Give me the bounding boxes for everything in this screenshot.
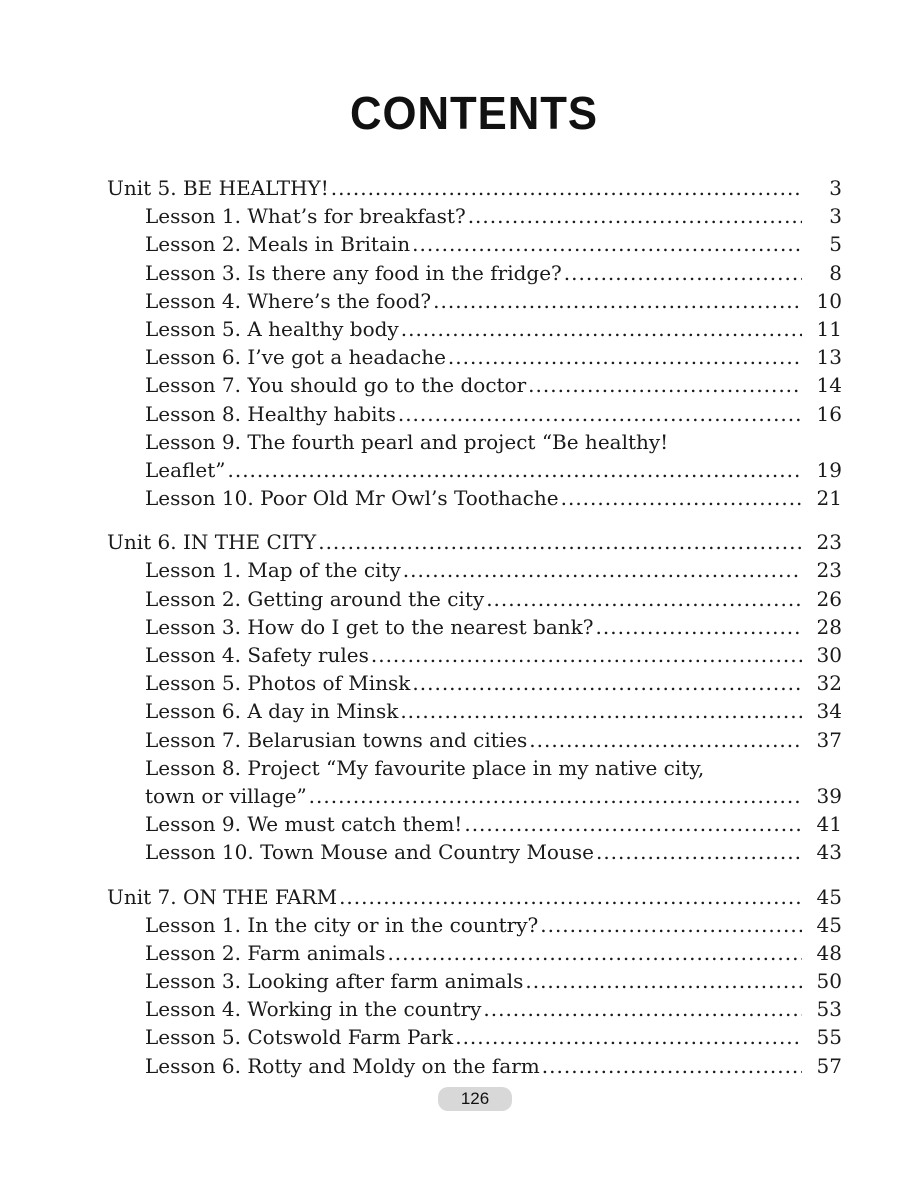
toc-lesson-title: Lesson 9. We must catch them!	[145, 812, 463, 837]
toc-unit-title: Unit 7. ON THE FARM	[107, 884, 338, 909]
toc-lesson-title: Lesson 5. A healthy body	[145, 316, 399, 341]
dot-leader	[387, 939, 802, 967]
toc-lesson-page: 53	[816, 997, 842, 1022]
toc-lesson-page: 45	[816, 912, 842, 937]
dot-leader	[596, 613, 802, 641]
toc-lesson-page: 5	[829, 232, 842, 257]
toc-lesson-title: Lesson 6. A day in Minsk	[145, 699, 399, 724]
toc-lesson[interactable]	[107, 810, 842, 838]
toc-lesson-page: 30	[816, 643, 842, 667]
toc-lesson-title: Lesson 2. Farm animals	[145, 940, 386, 965]
toc-lesson[interactable]	[107, 371, 842, 399]
toc-lesson-page: 41	[816, 812, 842, 837]
page-number-badge: 126	[438, 1087, 512, 1111]
toc-lesson-title: Lesson 8. Healthy habits	[145, 401, 396, 426]
toc-lesson-page: 10	[816, 288, 842, 313]
dot-leader	[528, 371, 802, 399]
toc-lesson[interactable]	[107, 315, 842, 343]
toc-lesson[interactable]	[107, 939, 842, 967]
toc-lesson-page: 16	[816, 401, 842, 426]
toc-lesson-continuation[interactable]	[107, 782, 842, 810]
toc-unit-title: Unit 5. BE HEALTHY!	[107, 176, 329, 200]
toc-lesson-page: 23	[816, 558, 842, 583]
toc-lesson-page: 50	[816, 969, 842, 994]
toc-lesson-title: Lesson 7. Belarusian towns and cities	[145, 727, 528, 752]
toc-unit-page: 23	[816, 530, 842, 555]
toc-lesson-title: Lesson 4. Safety rules	[145, 643, 369, 667]
toc-lesson-continuation-page: 39	[816, 783, 842, 808]
dot-leader	[464, 810, 802, 838]
toc-lesson[interactable]	[107, 343, 842, 371]
toc-lesson[interactable]	[107, 911, 842, 939]
toc-lesson[interactable]	[107, 1023, 842, 1051]
toc-lesson[interactable]	[107, 428, 842, 456]
dot-leader	[525, 967, 802, 995]
dot-leader	[540, 911, 802, 939]
toc-lesson[interactable]	[107, 669, 842, 697]
toc-unit[interactable]	[107, 174, 842, 202]
toc-lesson[interactable]	[107, 967, 842, 995]
toc-lesson-page: 8	[829, 260, 842, 285]
toc-lesson-page: 37	[816, 727, 842, 752]
dot-leader	[227, 456, 802, 484]
toc-lesson-page: 11	[816, 316, 842, 341]
toc-lesson-title: Lesson 2. Getting around the city	[145, 586, 485, 611]
dot-leader	[331, 174, 802, 202]
toc-lesson-page: 13	[816, 345, 842, 370]
toc-lesson-page: 34	[816, 699, 842, 724]
dot-leader	[483, 995, 802, 1023]
toc-lesson-page: 48	[816, 940, 842, 965]
toc-lesson-title: Lesson 1. Map of the city	[145, 558, 401, 583]
toc-lesson-title: Lesson 10. Town Mouse and Country Mouse	[145, 840, 594, 865]
toc-lesson-title: Lesson 4. Working in the country	[145, 997, 482, 1022]
toc-lesson-continuation-title: Leaflet”	[145, 457, 226, 482]
dot-leader	[529, 726, 802, 754]
dot-leader	[339, 883, 802, 911]
dot-leader	[400, 697, 802, 725]
toc-lesson-continuation[interactable]	[107, 456, 842, 484]
dot-leader	[412, 669, 802, 697]
toc-lesson-title: Lesson 5. Photos of Minsk	[145, 671, 411, 696]
toc-lesson-title: Lesson 9. The fourth pearl and project “Be healthy!	[145, 429, 669, 454]
dot-leader	[542, 1052, 802, 1080]
toc-lesson-page: 21	[816, 486, 842, 511]
page-title: CONTENTS	[350, 87, 598, 139]
dot-leader	[412, 230, 802, 258]
toc-unit-title: Unit 6. IN THE CITY	[107, 530, 317, 555]
toc-lesson[interactable]	[107, 697, 842, 725]
toc-lesson-title: Lesson 3. Is there any food in the fridge?	[145, 260, 562, 285]
dot-leader	[561, 484, 802, 512]
toc-lesson-page: 28	[816, 614, 842, 639]
toc-lesson-title: Lesson 5. Cotswold Farm Park	[145, 1025, 454, 1050]
toc-lesson[interactable]	[107, 556, 842, 584]
toc-lesson-page: 14	[816, 373, 842, 398]
toc-lesson-title: Lesson 6. I’ve got a headache	[145, 345, 446, 370]
dot-leader	[468, 202, 802, 230]
toc-lesson[interactable]	[107, 641, 842, 669]
table-of-contents	[107, 174, 842, 1080]
toc-lesson[interactable]	[107, 838, 842, 866]
toc-lesson[interactable]	[107, 400, 842, 428]
dot-leader	[564, 259, 802, 287]
toc-lesson[interactable]	[107, 287, 842, 315]
dot-leader	[433, 287, 802, 315]
toc-lesson-page: 3	[829, 204, 842, 229]
toc-lesson-title: Lesson 6. Rotty and Moldy on the farm	[145, 1053, 540, 1078]
toc-lesson[interactable]	[107, 585, 842, 613]
toc-lesson-page: 55	[816, 1025, 842, 1050]
toc-lesson-title: Lesson 4. Where’s the food?	[145, 288, 432, 313]
toc-lesson-page: 57	[816, 1053, 842, 1078]
toc-lesson-title: Lesson 3. How do I get to the nearest bank?	[145, 614, 594, 639]
dot-leader	[403, 556, 802, 584]
toc-lesson-page: 26	[816, 586, 842, 611]
toc-lesson-title: Lesson 10. Poor Old Mr Owl’s Toothache	[145, 486, 559, 511]
toc-lesson[interactable]	[107, 230, 842, 258]
toc-lesson[interactable]	[107, 754, 842, 782]
toc-lesson-title: Lesson 8. Project “My favourite place in my native city,	[145, 755, 705, 780]
dot-leader	[486, 585, 802, 613]
dot-leader	[398, 400, 802, 428]
toc-lesson-title: Lesson 1. In the city or in the country?	[145, 912, 539, 937]
toc-lesson-title: Lesson 2. Meals in Britain	[145, 232, 411, 257]
toc-unit-page: 3	[829, 176, 842, 200]
toc-unit[interactable]	[107, 528, 842, 556]
toc-lesson[interactable]	[107, 613, 842, 641]
toc-lesson-continuation-page: 19	[816, 457, 842, 482]
dot-leader	[401, 315, 802, 343]
toc-lesson[interactable]	[107, 259, 842, 287]
toc-unit-page: 45	[816, 884, 842, 909]
toc-lesson[interactable]	[107, 484, 842, 512]
dot-leader	[596, 838, 802, 866]
toc-lesson-continuation-title: town or village”	[145, 783, 307, 808]
toc-unit[interactable]	[107, 883, 842, 911]
toc-lesson-title: Lesson 1. What’s for breakfast?	[145, 204, 466, 229]
unit-spacer	[107, 867, 842, 883]
dot-leader	[448, 343, 802, 371]
dot-leader	[371, 641, 802, 669]
dot-leader	[455, 1023, 802, 1051]
toc-lesson[interactable]	[107, 726, 842, 754]
toc-lesson-page: 32	[816, 671, 842, 696]
dot-leader	[318, 528, 802, 556]
toc-lesson[interactable]	[107, 1052, 842, 1080]
unit-spacer	[107, 512, 842, 528]
dot-leader	[309, 782, 802, 810]
toc-lesson-title: Lesson 3. Looking after farm animals	[145, 969, 524, 994]
toc-lesson-title: Lesson 7. You should go to the doctor	[145, 373, 527, 398]
toc-lesson[interactable]	[107, 202, 842, 230]
toc-lesson-page: 43	[816, 840, 842, 865]
toc-lesson[interactable]	[107, 995, 842, 1023]
